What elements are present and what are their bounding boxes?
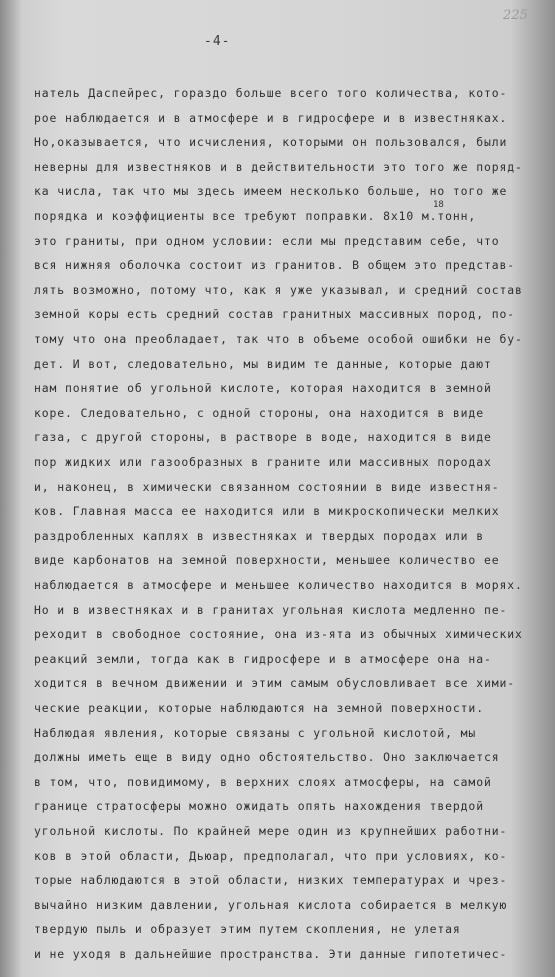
text-line: тому что она преобладает, так что в объеме особой ошибки не бу- [34,332,523,346]
archive-page-number: 225 [503,8,528,23]
text-line: и не уходя в дальнейшие пространства. Эти данные гипотетичес- [34,947,508,961]
text-line: виде карбонатов на земной поверхности, меньшее количество ее [34,553,500,568]
text-line: торые наблюдаются в этой области, низких температурах и чрез- [34,873,508,888]
text-line: пор жидких или газообразных в граните или массивных породах [34,455,492,469]
text-line: Но и в известняках и в гранитах угольная кислота медленно пе- [34,602,508,617]
text-line: Но,оказывается, что исчисления, которыми он пользовался, были [34,135,508,150]
text-line: и, наконец, в химически связанном состоянии в виде известня- [34,479,500,494]
text-line: реходит в свободное состояние, она из-ята из обычных химических [34,627,523,642]
text-line: натель Даспейрес, гораздо больше всего того количества, кото- [34,86,508,100]
text-line: твердую пыль и образует этим путем скопления, не улетая [34,922,461,937]
text-line: ков. Главная масса ее находится или в микроскопически мелких [34,504,500,519]
text-line: газа, с другой стороны, в растворе в воде, находится в виде [34,430,492,445]
text-line: в том, что, повидимому, в верхних слоях атмосферы, на самой [34,774,492,789]
text-line: раздробленных каплях в известняках и твердых породах или в [34,528,484,543]
text-line: реакций земли, тогда как в гидросфере и в атмосфере она на- [34,651,492,666]
text-line: это граниты, при одном условии: если мы представим себе, что [34,233,500,248]
text-line: наблюдается в атмосфере и меньшее количество находится в морях. [34,578,523,592]
text-line: ков в этой области, Дьюар, предполагал, что при условиях, ко- [34,848,508,863]
text-line: коре. Следовательно, с одной стороны, она находится в виде [34,405,484,420]
text-line: неверны для известняков и в действительности это того же поряд- [34,159,523,174]
text-line: ходится в вечном движении и этим самым обусловливает все хими- [34,676,515,691]
text-line: дет. И вот, следовательно, мы видим те данные, которые дают [34,356,492,371]
text-line: границе стратосферы можно ожидать опять нахождения твердой [34,799,484,814]
text-line: Наблюдая явления, которые связаны с угольной кислотой, мы [34,725,477,740]
text-line: должны иметь еще в виду одно обстоятельство. Оно заключается [34,750,500,765]
text-line: угольной кислоты. По крайней мере один из крупнейших работни- [34,824,508,838]
text-line: ческие реакции, которые наблюдаются на земной поверхности. [34,701,484,715]
text-line: нам понятие об угольной кислоте, которая находится в земной [34,381,492,396]
text-line: ка числа, так что мы здесь имеем несколько больше, но того же [34,184,508,199]
text-line: земной коры есть средний состав гранитных массивных пород, по- [34,307,515,322]
text-line: рое наблюдается и в атмосфере и в гидросфере и в известняках. [34,110,508,125]
text-line: вся нижняя оболочка состоит из гранитов. В общем это представ- [34,258,515,273]
text-line: порядка и коэффициенты все требуют поправки. 8х10 м.тонн, [34,209,477,223]
text-line: вычайно низким давлении, угольная кислота собирается в мелкую [34,897,508,912]
exponent-superscript: 18 [433,200,444,210]
page-number: -4- [204,34,231,49]
text-line: лять возможно, потому что, как я уже указывал, и средний состав [34,282,523,297]
